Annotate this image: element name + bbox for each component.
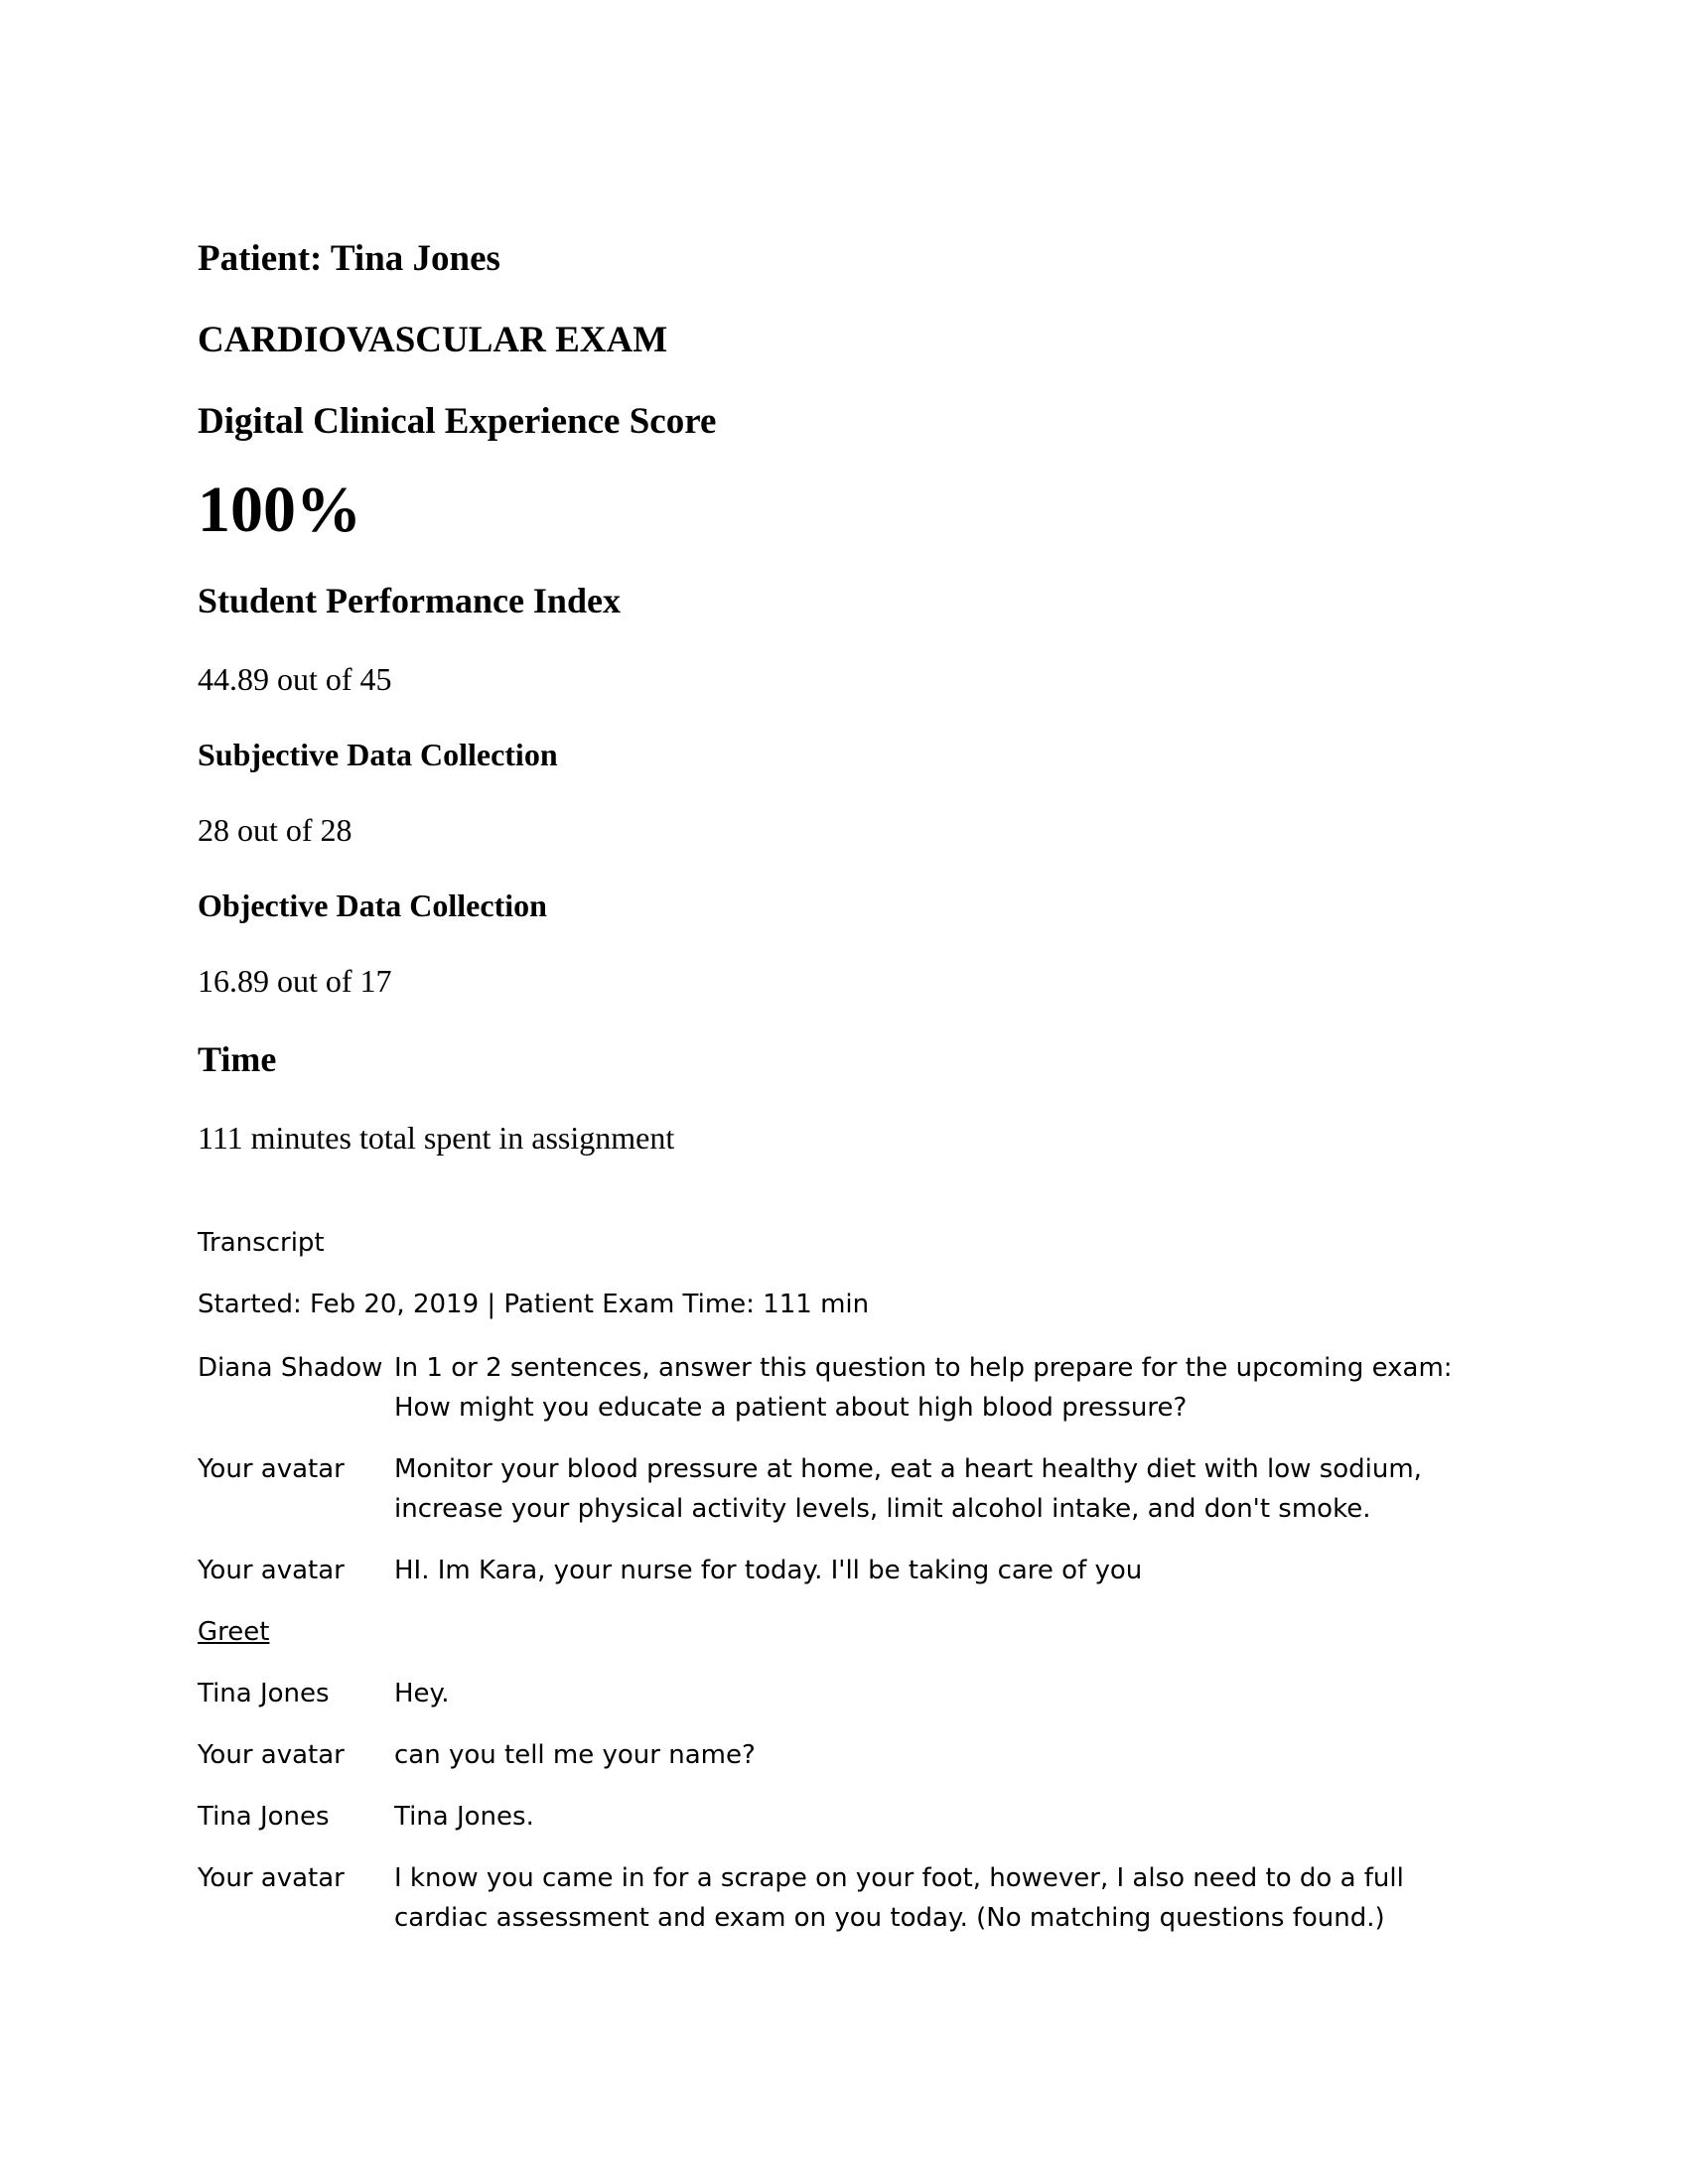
transcript-row xyxy=(198,1551,1488,1590)
transcript-message: Tina Jones. xyxy=(394,1802,534,1832)
transcript-speaker: Your avatar xyxy=(198,1454,345,1484)
transcript-speaker: Tina Jones xyxy=(198,1802,330,1832)
transcript-message: Hey. xyxy=(394,1679,450,1708)
transcript-speaker: Your avatar xyxy=(198,1863,345,1893)
transcript-row xyxy=(198,1735,1488,1775)
subjective-value: 28 out of 28 xyxy=(198,812,352,848)
score-value: 100% xyxy=(198,474,361,546)
subjective-heading: Subjective Data Collection xyxy=(198,737,558,772)
transcript-message: In 1 or 2 sentences, answer this question to help prepare for the upcoming exam: How might you educate a patient about high blood pressure? xyxy=(394,1353,1453,1423)
transcript-started: Started: Feb 20, 2019 | Patient Exam Time: 111 min xyxy=(198,1290,870,1319)
transcript-speaker: Diana Shadow xyxy=(198,1353,383,1383)
greet-section-link[interactable]: Greet xyxy=(198,1617,270,1647)
transcript-message: Monitor your blood pressure at home, eat a heart healthy diet with low sodium, increase your physical activity levels, limit alcohol intake, and don't smoke. xyxy=(394,1454,1422,1524)
time-value: 111 minutes total spent in assignment xyxy=(198,1120,675,1156)
performance-index-heading: Student Performance Index xyxy=(198,581,621,620)
transcript-message: can you tell me your name? xyxy=(394,1740,756,1770)
transcript-message: HI. Im Kara, your nurse for today. I'll be taking care of you xyxy=(394,1556,1143,1585)
transcript-speaker: Tina Jones xyxy=(198,1679,330,1708)
document-page xyxy=(198,234,1488,1960)
transcript-row xyxy=(198,1449,1488,1529)
objective-value: 16.89 out of 17 xyxy=(198,963,392,999)
transcript-row xyxy=(198,1674,1488,1713)
time-heading: Time xyxy=(198,1039,277,1079)
transcript-speaker: Your avatar xyxy=(198,1556,345,1585)
transcript-row xyxy=(198,1858,1488,1938)
transcript-list xyxy=(198,1348,1488,1938)
performance-index-value: 44.89 out of 45 xyxy=(198,661,392,697)
transcript-heading: Transcript xyxy=(198,1228,325,1258)
transcript-row xyxy=(198,1348,1488,1428)
transcript-speaker: Your avatar xyxy=(198,1740,345,1770)
transcript-row xyxy=(198,1797,1488,1837)
transcript-message: I know you came in for a scrape on your foot, however, I also need to do a full cardiac assessment and exam on you today. (No matching questions found.) xyxy=(394,1863,1404,1933)
score-heading: Digital Clinical Experience Score xyxy=(198,401,717,442)
patient-heading: Patient: Tina Jones xyxy=(198,238,500,279)
objective-heading: Objective Data Collection xyxy=(198,887,547,923)
exam-heading: CARDIOVASCULAR EXAM xyxy=(198,320,668,360)
